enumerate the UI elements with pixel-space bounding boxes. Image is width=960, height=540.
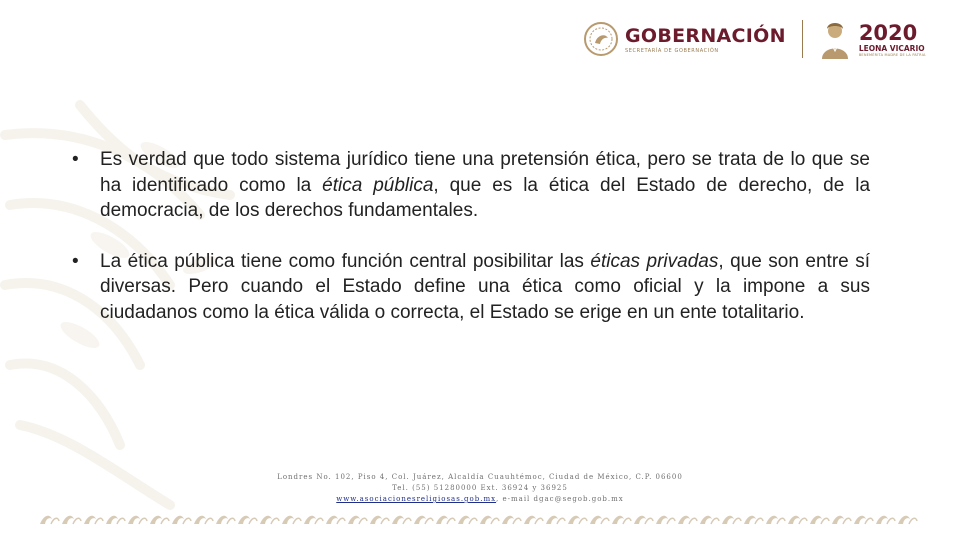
national-seal-icon	[583, 21, 619, 57]
bullet-item	[66, 249, 870, 326]
gobernacion-logo	[625, 25, 786, 54]
heroine-name: LEONA VICARIO	[858, 43, 925, 53]
bullet-text-end: , que es la ética del Estado de derecho, de la democracia, de los derechos fundamentales.	[100, 174, 871, 221]
bullet-text-end: , que son entre sí diversas. Pero cuando el Estado define una ética como oficial y la impone a sus ciudadanos como la ética válida o correcta, el Estado se erige en un ente totalitario.	[100, 250, 870, 323]
year-logo	[859, 22, 926, 57]
bullet-marker: •	[72, 250, 79, 272]
heroine-subtitle: BENEMÉRITA MADRE DE LA PATRIA	[858, 52, 926, 57]
footer-contact	[230, 472, 730, 505]
bullet-text-start: La ética pública tiene como función central posibilitar las	[100, 250, 591, 272]
bullet-text	[100, 249, 870, 326]
bullet-item	[66, 147, 870, 224]
bullet-marker: •	[72, 149, 79, 170]
bullet-text-start: Es verdad que todo sistema jurídico tiene una pretensión ética, pero se trata de lo que se ha identificado como la	[100, 149, 870, 196]
decorative-border	[38, 511, 920, 527]
bullet-emphasis: éticas privadas	[590, 250, 719, 272]
year-text: 2020	[858, 20, 918, 45]
website-link[interactable]: www.asociacionesreligiosas.gob.mx	[336, 495, 497, 503]
header-logos	[583, 16, 926, 62]
footer-web-email	[230, 494, 730, 505]
leona-vicario-portrait-icon	[817, 19, 853, 59]
bullet-text	[100, 147, 870, 224]
header-divider	[802, 20, 803, 58]
footer-phone: Tel. (55) 51280000 Ext. 36924 y 36925	[392, 484, 568, 492]
slide-body	[66, 147, 870, 350]
email-address[interactable]: dgac@segob.gob.mx	[533, 495, 624, 503]
bullet-emphasis: ética pública	[322, 174, 434, 196]
gov-subtitle: SECRETARÍA DE GOBERNACIÓN	[625, 47, 719, 54]
footer-address: Londres No. 102, Piso 4, Col. Juárez, Alcaldía Cuauhtémoc, Ciudad de México, C.P. 06600	[277, 473, 683, 481]
gov-title: GOBERNACIÓN	[625, 24, 786, 47]
email-label: , e-mail	[496, 495, 531, 503]
